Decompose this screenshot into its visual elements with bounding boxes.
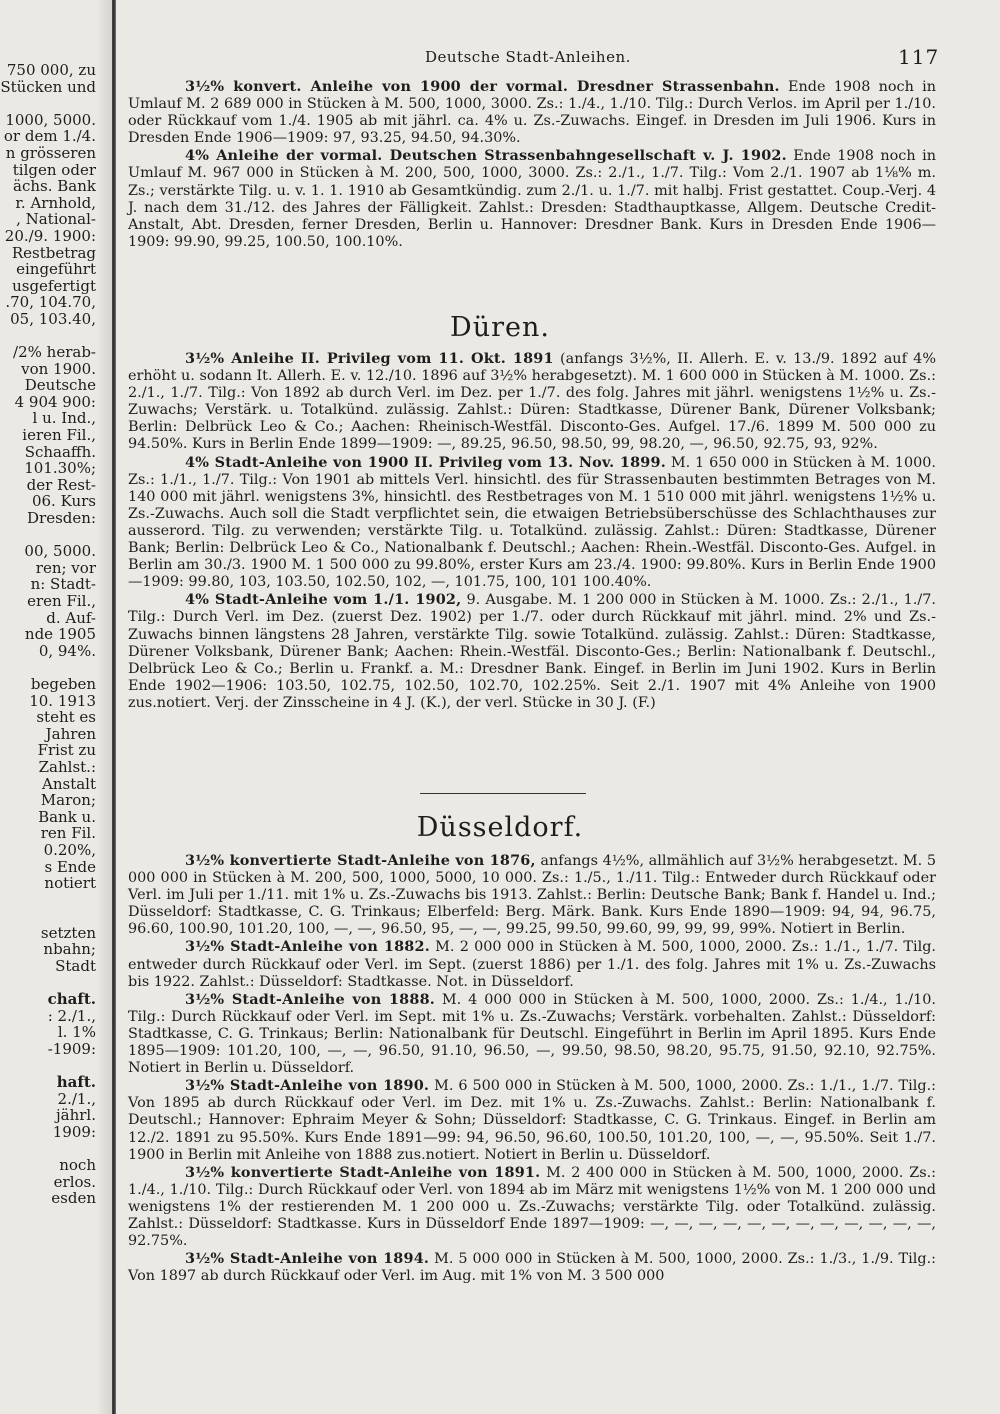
left-page-line: Anstalt: [42, 774, 96, 793]
entry-text: M. 2 000 000 in Stücken à M. 500, 1000, 2000. Zs.: 1./1., 1./7. Tilg. entweder durch Rückkauf oder Verl. im Sept. (zuerst 1886) per 1./1. des folg. Jahres mit 1% u. Zs.-Zuwachs bis 1922. Zahlst.: Düsseldorf: Stadtkasse. Not. in Düsseldorf.: [128, 939, 936, 990]
left-page-line: tilgen oder: [12, 160, 96, 179]
entry-paragraph: [128, 991, 936, 1077]
left-page-line: l u. Ind.,: [32, 409, 96, 428]
left-page-line: von 1900.: [21, 359, 96, 378]
entry-title: 3½% konvert. Anleihe von 1900 der vormal. Dresdner Strassenbahn.: [185, 78, 780, 95]
section-duesseldorf: [128, 852, 936, 1285]
left-page-line: ren; vor: [35, 558, 96, 577]
entry-title: 4% Stadt-Anleihe von 1900 II. Privileg vom 13. Nov. 1899.: [185, 453, 666, 471]
left-page-line: or dem 1./4.: [3, 127, 96, 146]
entry-text: Ende 1908 noch in Umlauf M. 2 689 000 in Stücken à M. 500, 1000, 3000. Zs.: 1./4., 1./10. Tilg.: Durch Verlos. im April per 1./10. oder Rückkauf vom 1./4. 1905 ab mit jährl. ca. 4% u. Zs.-Zuwachs. Eingef. in Dresden im Juli 1906. Kurs in Dresden Ende 1906—1909: 97, 93.25, 94.50, 94.30%.: [128, 79, 936, 147]
left-page-line: Zahlst.:: [38, 757, 96, 776]
left-page-line: Maron;: [40, 791, 96, 810]
city-heading-dueren: [0, 309, 1000, 343]
section-divider: [420, 793, 586, 794]
left-page-line: notiert: [44, 874, 96, 893]
entry-text: anfangs 4½%, allmählich auf 3½% herabgesetzt. M. 5 000 000 in Stücken à M. 200, 500, 1000, 5000, 10 000. Zs.: 1./5., 1./11. Tilg.: Entweder durch Rückkauf oder Verl. im Juli per 1./11. mit 1% u. Zs.-Zuwachs bis 1913. Zahlst.: Berlin: Deutsche Bank; Bank f. Handel u. Ind.; Düsseldorf: Stadtkasse, C. G. Trinkaus; Elberfeld: Berg. Märk. Bank. Kurs Ende 1890—1909: 94, 94, 96.75, 96.60, 100.90, 101.20, 100, —, —, 96.50, 95, —, —, 99.25, 99.50, 99.60, 99, 99, 99, 99%. Notiert in Berlin.: [128, 853, 937, 938]
city-heading-text: Düren.: [450, 312, 550, 343]
entry-text: M. 4 000 000 in Stücken à M. 500, 1000, 2000. Zs.: 1./4., 1./10. Tilg.: Durch Rückkauf oder Verl. im Sept. mit 1% u. Zs.-Zuwachs; Verstärk. vorbehalten. Zahlst.: Düsseldorf: Stadtkasse, C. G. Trinkaus; Berlin: Nationalbank für Deutschl. Eingeführt in Berlin im April 1895. Kurs Ende 1895—1909: 101.20, 100, —, —, 96.50, 91.10, 96.50, —, 99.50, 98.50, 98.20, 95.75, 91.50, 92.10, 92.75%. Notiert in Berlin u. Düsseldorf.: [128, 991, 937, 1077]
left-page-line: 101.30%;: [24, 459, 96, 478]
entry-paragraph: [128, 147, 936, 251]
entry-paragraph: [128, 78, 936, 147]
left-page-line: 2./1.,: [57, 1089, 96, 1108]
left-page-line: erlos.: [53, 1172, 96, 1191]
left-page-line: [0, 892, 96, 909]
left-page-line: esden: [51, 1189, 96, 1208]
left-page-line: n: Stadt-: [30, 575, 96, 594]
left-page-line: .70, 104.70,: [5, 293, 96, 312]
left-page-line: Restbetrag: [11, 243, 96, 262]
entry-text: M. 5 000 000 in Stücken à M. 500, 1000, 2000. Zs.: 1./3., 1./9. Tilg.: Von 1897 ab durch Rückkauf oder Verl. im Aug. mit 1% von M. 3 500 000: [128, 1251, 936, 1285]
left-page-line: eingeführt: [16, 260, 96, 279]
left-page-line: Deutsche: [24, 376, 96, 395]
book-spine: [112, 0, 116, 1414]
left-page-line: ieren Fil.,: [22, 426, 96, 445]
left-page-line: begeben: [30, 674, 96, 693]
left-page-line: nde 1905: [24, 625, 96, 644]
entry-title: 4% Stadt-Anleihe vom 1./1. 1902,: [185, 591, 462, 609]
left-page-line: : 2./1.,: [47, 1006, 96, 1025]
left-page-line: ren Fil.: [40, 824, 96, 843]
left-page-line: [0, 908, 96, 925]
entry-paragraph: [128, 350, 936, 454]
left-page-line: d. Auf-: [46, 608, 96, 627]
entry-title: 3½% Stadt-Anleihe von 1888.: [185, 990, 436, 1008]
left-page-line: [0, 527, 96, 544]
left-page-line: [0, 1141, 96, 1158]
entry-title: 3½% konvertierte Stadt-Anleihe von 1876,: [185, 852, 536, 869]
city-heading-duesseldorf: [0, 812, 1000, 843]
left-page-line: 10. 1913: [29, 691, 96, 710]
left-page-line: Jahren: [45, 724, 96, 743]
left-page-line: l. 1%: [57, 1023, 96, 1042]
entry-title: 3½% Stadt-Anleihe von 1890.: [185, 1077, 430, 1095]
entry-paragraph: [128, 938, 936, 990]
left-page-fragment: [0, 62, 96, 1402]
entry-paragraph: [128, 454, 936, 592]
entry-paragraph: [128, 1250, 936, 1285]
left-page-line: der Rest-: [26, 475, 96, 494]
entry-title: 3½% Stadt-Anleihe von 1894.: [185, 1250, 430, 1268]
page-number: 117: [898, 45, 940, 69]
left-page-line: 1909:: [52, 1123, 96, 1141]
entry-text: (anfangs 3½%, II. Allerh. E. v. 13./9. 1892 auf 4% erhöht u. sodann It. Allerh. E. v. 12./10. 1896 auf 3½% herabgesetzt). M. 1 600 000 in Stücken à M. 1000. Zs.: 2./1., 1./7. Tilg.: Von 1892 ab durch Verl. im Dez. per 1./7. des folg. Jahres mit jährl. wenigstens 1½% u. Zs.-Zuwachs; Verstärk. u. Totalkünd. zulässig. Zahlst.: Düren: Stadtkasse, Dürener Bank, Dürener Volksbank; Berlin: Delbrück Leo & Co.; Aachen: Rheinisch-Westfäl. Disconto-Ges. Aufgel. 17./6. 1899 M. 500 000 zu 94.50%. Kurs in Berlin Ende 1899—1909: —, 89.25, 96.50, 98.50, 99, 98.20, —, 96.50, 92.75, 93, 92%.: [128, 351, 937, 453]
entry-title: 3½% Stadt-Anleihe von 1882.: [185, 938, 430, 956]
left-page-line: [0, 659, 96, 676]
left-page-line: , National-: [16, 210, 96, 229]
entry-text: M. 2 400 000 in Stücken à M. 500, 1000, 2000. Zs.: 1./4., 1./10. Tilg.: Durch Rückkauf oder Verl. von 1894 ab im März mit wenigstens 1½% von M. 1 200 000 und wenigstens 1% der restierenden M. 1 200 000 u. Zs.-Zuwachs; verstärkte Tilg. oder Totalkünd. zulässig. Zahlst.: Düsseldorf: Stadtkasse. Kurs in Düsseldorf Ende 1897—1909: —, —, —, —, —, —, —, —, —, —, —, —, 92.75%.: [128, 1164, 936, 1250]
entry-text: 9. Ausgabe. M. 1 200 000 in Stücken à M. 1000. Zs.: 2./1., 1./7. Tilg.: Durch Verl. im Dez. (zuerst Dez. 1902) per 1./7. oder durch Rückkauf mit jährl. mind. 2% und Zs.-Zuwachs binnen längstens 28 Jahren, verstärkte Tilg. sowie Totalkünd. zulässig. Zahlst.: Düren: Stadtkasse, Dürener Volksbank, Dürener Bank; Aachen: Rhein.-Westfäl. Disconto-Ges.; Berlin: Nationalbank f. Deutschl., Delbrück Leo & Co.; Berlin u. Frankf. a. M.: Dresdner Bank. Eingef. in Berlin im Juni 1902. Kurs in Berlin Ende 1902—1906: 103.50, 102.75, 102.50, 102.70, 102.25%. Seit 2./1. 1907 mit 4% Anleihe von 1900 zus.notiert. Verj. der Zinsscheine in 4 J. (K.), der verl. Stücke in 30 J. (F.): [128, 592, 936, 711]
left-page-line: ächs. Bank: [13, 177, 96, 196]
section-dueren: [128, 350, 936, 712]
left-page-line: 0, 94%.: [38, 641, 96, 660]
left-page-line: nbahn;: [43, 940, 96, 959]
left-page-line: chaft.: [47, 990, 96, 1009]
left-page-line: 05, 103.40,: [10, 309, 96, 328]
entry-title: 3½% Anleihe II. Privileg vom 11. Okt. 1891: [185, 350, 554, 367]
entry-paragraph: [128, 591, 936, 712]
left-page-line: 750 000, zu: [6, 62, 96, 79]
left-page-line: n grösseren: [5, 143, 96, 162]
entry-text: Ende 1908 noch in Umlauf M. 967 000 in Stücken à M. 200, 500, 1000, 3000. Zs.: 2./1., 1./7. Tilg.: Vom 2./1. 1907 ab 1⅛% m. Zs.; verstärkte Tilg. u. v. 1. 1. 1910 ab Gesamtkündig. zum 2./1. u. 1./7. mit halbj. Frist gestattet. Coup.-Verj. 4 J. nach dem 31./12. des Jahres der Fälligkeit. Zahlst.: Dresden: Stadthauptkasse, Allgem. Deutsche Credit-Anstalt, Abt. Dresden, ferner Dresden, Berlin u. Hannover: Dresdner Bank. Kurs in Dresden Ende 1906—1909: 99.90, 99.25, 100.50, 100.10%.: [128, 148, 936, 250]
left-page-line: noch: [59, 1156, 96, 1175]
left-page-line: 1000, 5000.: [5, 110, 96, 129]
left-page-line: usgefertigt: [12, 276, 96, 295]
left-page-line: Bank u.: [38, 807, 96, 826]
left-page-line: haft.: [56, 1073, 96, 1092]
city-heading-text: Düsseldorf.: [416, 812, 584, 843]
left-page-line: s Ende: [44, 857, 96, 876]
left-page-line: jährl.: [56, 1106, 96, 1125]
left-page-line: [0, 1058, 96, 1075]
running-head: Deutsche Stadt-Anleihen.: [425, 48, 631, 66]
left-page-line: [0, 975, 96, 992]
entry-paragraph: [128, 1077, 936, 1163]
left-page-line: 4 904 900:: [14, 392, 96, 411]
entry-paragraph: [128, 1164, 936, 1250]
left-page-line: 20./9. 1900:: [4, 226, 96, 245]
left-page-line: 00, 5000.: [24, 542, 96, 561]
left-page-line: /2% herab-: [13, 343, 96, 362]
left-page-line: Schaaffh.: [24, 442, 96, 461]
section-dresden-continuation: [128, 78, 936, 251]
left-page-line: 0.20%,: [43, 840, 96, 859]
entry-title: 3½% konvertierte Stadt-Anleihe von 1891.: [185, 1163, 541, 1181]
entry-paragraph: [128, 852, 936, 938]
left-page-line: [0, 95, 96, 112]
page-gutter: [98, 0, 112, 1414]
left-page-line: Frist zu: [37, 741, 96, 760]
entry-text: M. 1 650 000 in Stücken à M. 1000. Zs.: 1./1., 1./7. Tilg.: Von 1901 ab mittels Verl. hinsichtl. des für Strassenbauten bestimmten Betrages von M. 140 000 mit jährl. wenigstens 3%, hinsichtl. des Restbetrages von M. 1 510 000 mit jährl. wenigstens 1½% u. Zs.-Zuwachs. Auch soll die Stadt verpflichtet sein, die etwaigen Betriebsüberschüsse des Schlachthauses zur ausserord. Tilg. zu verwenden; verstärkte Tilg. u. Totalkünd. zulässig. Zahlst.: Düren: Stadtkasse, Dürener Bank; Berlin: Delbrück Leo & Co., Nationalbank f. Deutschl.; Aachen: Rhein.-Westfäl. Disconto-Ges. Aufgel. in Berlin am 30./3. 1900 M. 1 500 000 zu 99.80%, erster Kurs am 23./4. 1900: 99.80%. Kurs in Berlin Ende 1900—1909: 99.80, 103, 103.50, 102.50, 102, —, 101.75, 100, 101 100.40%.: [128, 454, 936, 591]
left-page-line: Dresden:: [27, 509, 96, 528]
entry-text: M. 6 500 000 in Stücken à M. 500, 1000, 2000. Zs.: 1./1., 1./7. Tilg.: Von 1895 ab durch Rückkauf oder Verl. im Dez. mit 1% u. Zs.-Zuwachs. Zahlst.: Berlin: Nationalbank f. Deutschl.; Hannover: Ephraim Meyer & Sohn; Düsseldorf: Stadtkasse, C. G. Trinkaus. Eingef. in Berlin am 12./2. 1891 zu 95.50%. Kurs Ende 1891—99: 94, 96.50, 96.60, 100.50, 101.20, 100, —, —, 95.50%. Seit 1./7. 1900 in Berlin mit Anleihe von 1888 zus.notiert. Notiert in Berlin u. Düsseldorf.: [128, 1078, 936, 1163]
left-page-line: r. Arnhold,: [15, 193, 96, 212]
left-page-line: steht es: [36, 708, 96, 727]
left-page-line: 06. Kurs: [31, 492, 96, 511]
left-page-line: Stadt: [55, 957, 96, 976]
left-page-line: setzten: [40, 923, 96, 942]
entry-title: 4% Anleihe der vormal. Deutschen Strassenbahngesellschaft v. J. 1902.: [185, 147, 787, 165]
left-page-line: eren Fil.,: [27, 592, 96, 610]
left-page-line: Stücken und: [0, 77, 96, 96]
left-page-line: -1909:: [47, 1040, 96, 1059]
